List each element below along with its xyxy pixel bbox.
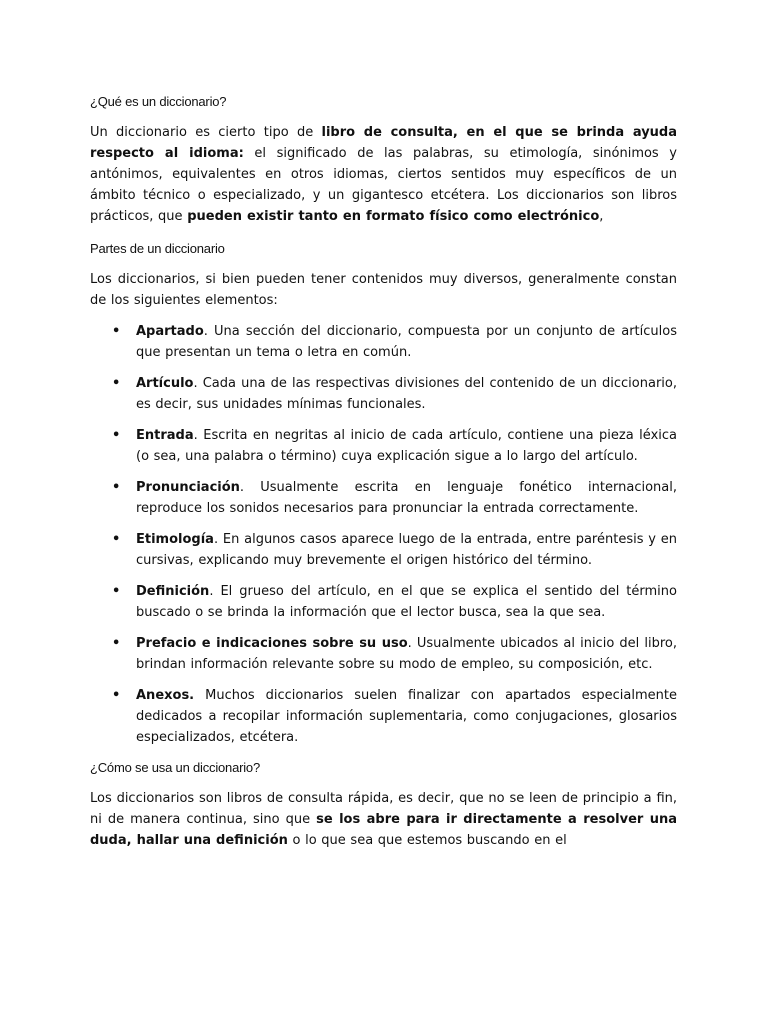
list-item-description: . Escrita en negritas al inicio de cada artículo, contiene una pieza léxica (o sea, una palabra o término) cuya explicación sigue a lo largo del artículo. [136,428,677,464]
heading-como-se-usa: ¿Cómo se usa un diccionario? [90,760,260,775]
paragraph-partes-intro: Los diccionarios, si bien pueden tener contenidos muy diversos, generalmente constan de los siguientes elementos: [90,272,677,308]
list-item-term: Prefacio e indicaciones sobre su uso [136,636,408,651]
text-run: Un diccionario es cierto tipo de [90,125,322,140]
list-item-term: Pronunciación [136,480,240,495]
paragraph-uso [90,788,677,851]
list-item-term: Apartado [136,324,204,339]
list-item-description: . Usualmente ubicados al inicio del libro, brindan información relevante sobre su modo de empleo, su composición, etc. [136,636,677,672]
bold-run: libro de consulta, en el que se brinda ayuda respecto al idioma: [90,125,677,161]
list-item [90,477,677,519]
text-run: o lo que sea que estemos buscando en el [287,833,567,848]
bold-run: se los abre para ir directamente a resolver una duda, hallar una definición [90,812,677,848]
bold-run: pueden existir tanto en formato físico como electrónico [187,209,600,224]
list-item-description: . Usualmente escrita en lenguaje fonético internacional, reproduce los sonidos necesarios para pronunciar la entrada correctamente. [136,480,677,516]
list-item-description: Muchos diccionarios suelen finalizar con apartados especialmente dedicados a recopilar información suplementaria, como conjugaciones, glosarios especializados, etcétera. [136,688,677,745]
list-item-term: Entrada [136,428,194,443]
list-item-term: Definición [136,584,210,599]
list-item-term: Etimología [136,532,214,547]
bullet-icon: • [112,688,121,703]
bullet-icon: • [112,324,121,339]
list-item-description: . Cada una de las respectivas divisiones del contenido de un diccionario, es decir, sus unidades mínimas funcionales. [136,376,677,412]
list-item-description: . Una sección del diccionario, compuesta por un conjunto de artículos que presentan un tema o letra en común. [136,324,677,360]
bullet-icon: • [112,532,121,547]
list-item-term: Anexos. [136,688,195,703]
list-item [90,581,677,623]
list-item-term: Artículo [136,376,194,391]
bullet-icon: • [112,480,121,495]
bullet-icon: • [112,376,121,391]
heading-partes: Partes de un diccionario [90,241,225,256]
heading-que-es: ¿Qué es un diccionario? [90,94,227,109]
list-item [90,529,677,571]
list-item [90,425,677,467]
text-run: el significado de las palabras, su etimología, sinónimos y antónimos, equivalentes en otros idiomas, ciertos sentidos muy específicos de un ámbito técnico o especializado, y un gigantesco etcétera. Los diccionarios son libros prácticos, que [90,146,677,224]
list-item [90,685,677,748]
text-run: , [599,209,604,224]
list-item [90,373,677,415]
bullet-icon: • [112,636,121,651]
text-run: Los diccionarios son libros de consulta rápida, es decir, que no se leen de principio a fin, ni de manera continua, sino que [90,791,677,827]
list-item-description: . En algunos casos aparece luego de la entrada, entre paréntesis y en cursivas, explicando muy brevemente el origen histórico del término. [136,532,677,568]
parts-list [90,321,677,748]
list-item-description: . El grueso del artículo, en el que se explica el sentido del término buscado o se brinda la información que el lector busca, sea la que sea. [136,584,677,620]
bullet-icon: • [112,428,121,443]
list-item [90,321,677,363]
paragraph-definition [90,122,677,227]
list-item [90,633,677,675]
document-page [90,92,677,851]
bullet-icon: • [112,584,121,599]
